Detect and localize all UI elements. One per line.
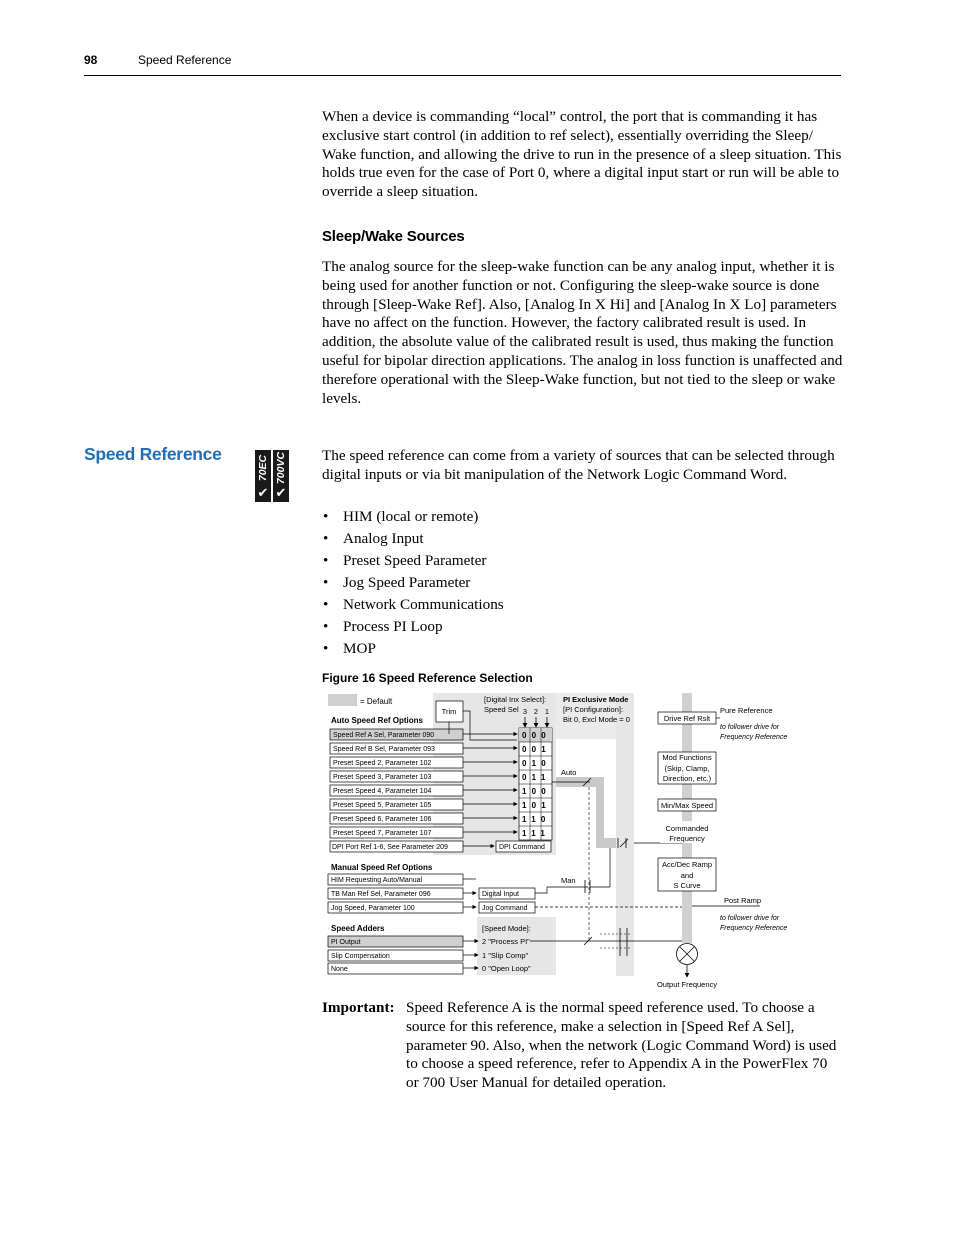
digital-inx-select-label: [Digital Inx Select]: bbox=[484, 695, 547, 704]
dpi-command-label: DPI Command bbox=[499, 844, 545, 851]
speed-mode-label: [Speed Mode]: bbox=[482, 924, 531, 933]
list-item: • HIM (local or remote) bbox=[322, 508, 504, 530]
default-legend-swatch bbox=[328, 694, 357, 706]
speed-mode-option: 0 "Open Loop" bbox=[482, 964, 531, 973]
pi-bit-label: Bit 0, Excl Mode = 0 bbox=[563, 715, 630, 724]
acc-dec-line: Acc/Dec Ramp bbox=[661, 860, 713, 869]
bit-code: 011 bbox=[522, 773, 551, 782]
list-item: • Preset Speed Parameter bbox=[322, 552, 504, 574]
speed-adder: Slip Compensation bbox=[331, 953, 390, 960]
default-legend-label: = Default bbox=[360, 697, 393, 706]
follower-note: to follower drive for bbox=[720, 915, 780, 922]
auto-option: Preset Speed 4, Parameter 104 bbox=[333, 788, 432, 795]
list-item: • Jog Speed Parameter bbox=[322, 574, 504, 596]
post-ramp-label: Post Ramp bbox=[724, 896, 762, 905]
list-item: • Analog Input bbox=[322, 530, 504, 552]
auto-option: Preset Speed 6, Parameter 106 bbox=[333, 816, 432, 823]
pi-exclusive-title: PI Exclusive Mode bbox=[563, 695, 629, 704]
sleep-wake-paragraph: The analog source for the sleep-wake function can be any analog input, whether it is being used for another function or not. Configuring the sleep-wake source is done through [Sleep-Wake Ref]. Also, [Analog In X Hi] and [Analog In X Lo] parameters have no affect on the function. However, the factory calibrated result is used. In addition, the absolute value of the calibrated result is used, thus making the function useful for bipolar direction applications. The analog in loss function is unaffected and therefore operational with the Sleep-Wake function, but not tied to the sleep or wake levels. bbox=[322, 258, 843, 407]
auto-option: Preset Speed 3, Parameter 103 bbox=[333, 774, 432, 781]
bit-code-table bbox=[519, 728, 552, 840]
auto-option: Preset Speed 2, Parameter 102 bbox=[333, 760, 432, 767]
speed-sel-label: Speed Sel bbox=[484, 705, 519, 714]
speed-reference-intro: The speed reference can come from a variety of sources that can be selected through digital inputs or via bit manipulation of the Network Logic Command Word. bbox=[322, 447, 835, 483]
output-frequency-label: Output Frequency bbox=[656, 980, 718, 989]
man-label: Man bbox=[561, 876, 576, 885]
bit-code: 111 bbox=[522, 829, 551, 838]
mod-functions-line: (Skip, Clamp, bbox=[664, 764, 710, 773]
running-header-title: Speed Reference bbox=[138, 53, 232, 67]
pi-exclusive-band bbox=[616, 693, 634, 976]
local-control-paragraph: When a device is commanding “local” control, the port that is commanding it has exclusive start control (in addition to ref select), essentially overriding the Sleep/ Wake function, and allowing the drive to run in the presence of a sleep situation. This holds true even for the case of Port 0, where a digital input start or run will be able to override a sleep situation. bbox=[322, 108, 842, 201]
bit-code: 110 bbox=[522, 815, 551, 824]
pure-reference-label: Pure Reference bbox=[720, 706, 773, 715]
auto-option: Speed Ref B Sel, Parameter 093 bbox=[333, 746, 435, 753]
list-item: • Process PI Loop bbox=[322, 618, 504, 640]
bit-code: 010 bbox=[522, 759, 551, 768]
speed-adder: PI Output bbox=[331, 939, 361, 946]
dpi-port-ref-label: DPI Port Ref 1-6, See Parameter 209 bbox=[332, 844, 448, 851]
check-icon: ✔ bbox=[275, 485, 287, 500]
commanded-frequency-line: Frequency bbox=[669, 834, 705, 843]
speed-mode-option: 1 "Slip Comp" bbox=[482, 951, 529, 960]
auto-path bbox=[556, 777, 616, 848]
badge-700vc-label: 700VC bbox=[275, 451, 287, 485]
speed-adders-title: Speed Adders bbox=[331, 924, 385, 933]
important-label: Important: bbox=[322, 999, 395, 1016]
auto-option: Speed Ref A Sel, Parameter 090 bbox=[333, 732, 435, 739]
manual-options-title: Manual Speed Ref Options bbox=[331, 863, 433, 872]
sleep-wake-heading: Sleep/Wake Sources bbox=[322, 228, 465, 245]
speed-mode-option: 2 "Process PI" bbox=[482, 937, 530, 946]
bit-code: 101 bbox=[522, 801, 551, 810]
min-max-speed-label: Min/Max Speed bbox=[660, 801, 714, 810]
jog-command-label: Jog Command bbox=[482, 905, 528, 912]
speed-reference-heading: Speed Reference bbox=[84, 444, 222, 464]
figure-caption: Figure 16 Speed Reference Selection bbox=[322, 671, 533, 685]
bit-header-2: 2 bbox=[533, 707, 539, 716]
bit-header-3: 3 bbox=[522, 707, 528, 716]
digital-input-label: Digital Input bbox=[482, 891, 519, 898]
bit-code: 000 bbox=[522, 731, 551, 740]
check-icon: ✔ bbox=[257, 485, 269, 500]
main-signal-band bbox=[682, 693, 692, 943]
manual-option: TB Man Ref Sel, Parameter 096 bbox=[331, 891, 431, 898]
auto-label: Auto bbox=[561, 768, 577, 777]
trim-label: Trim bbox=[441, 707, 457, 716]
acc-dec-line: S Curve bbox=[673, 881, 701, 890]
important-text: Speed Reference A is the normal speed reference used. To choose a source for this reference, make a selection in [Speed Ref A Sel], parameter 90. Also, when the network (Logic Command Word) is used to choose a speed reference, refer to Appendix A in the PowerFlex 70 or 700 User Manual for detailed operation. bbox=[406, 999, 837, 1092]
follower-note: to follower drive for bbox=[720, 724, 780, 731]
manual-option: HIM Requesting Auto/Manual bbox=[331, 877, 423, 884]
follower-note: Frequency Reference bbox=[720, 734, 788, 741]
bit-code: 100 bbox=[522, 787, 551, 796]
mod-functions-line: Mod Functions bbox=[662, 753, 712, 762]
pi-config-label: [PI Configuration]: bbox=[563, 705, 624, 714]
list-item: • MOP bbox=[322, 640, 504, 662]
auto-option: Preset Speed 7, Parameter 107 bbox=[333, 830, 432, 837]
page-number: 98 bbox=[84, 53, 98, 67]
mod-functions-line: Direction, etc.) bbox=[662, 774, 712, 783]
bit-header-1: 1 bbox=[544, 707, 550, 716]
drive-ref-rslt-label: Drive Ref Rslt bbox=[663, 714, 711, 723]
badge-70ec-label: 70EC bbox=[257, 454, 269, 482]
acc-dec-line: and bbox=[680, 871, 694, 880]
speed-adder: None bbox=[331, 966, 348, 973]
list-item: • Network Communications bbox=[322, 596, 504, 618]
auto-option: Preset Speed 5, Parameter 105 bbox=[333, 802, 432, 809]
bit-code: 001 bbox=[522, 745, 551, 754]
commanded-frequency-line: Commanded bbox=[665, 824, 709, 833]
follower-note: Frequency Reference bbox=[720, 925, 788, 932]
manual-option: Jog Speed, Parameter 100 bbox=[331, 905, 415, 912]
auto-options-title: Auto Speed Ref Options bbox=[331, 716, 423, 725]
